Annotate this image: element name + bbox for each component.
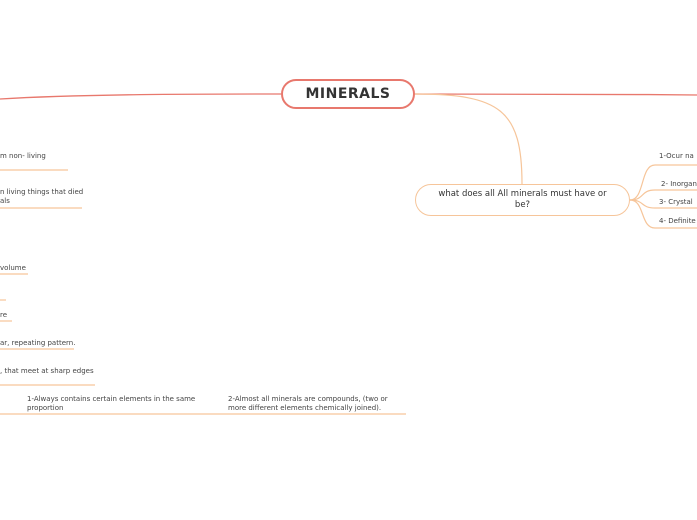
left-item-3[interactable]: volume: [0, 264, 26, 272]
left-item-5[interactable]: ar, repeating pattern.: [0, 339, 76, 347]
branch-item-1[interactable]: 1-Ocur na: [659, 152, 694, 160]
left-item-8[interactable]: 2-Almost all minerals are compounds, (two or more different elements chemically joined).: [228, 395, 388, 412]
left-item-6[interactable]: , that meet at sharp edges: [0, 367, 94, 375]
left-item-7[interactable]: 1-Always contains certain elements in the same proportion: [27, 395, 196, 412]
branch-item-2[interactable]: 2- Inorgan: [661, 180, 697, 188]
root-node[interactable]: [281, 79, 415, 109]
root-label: MINERALS: [305, 86, 391, 102]
left-item-1[interactable]: m non- living: [0, 152, 46, 160]
branch-item-4[interactable]: 4- Definite: [659, 217, 696, 225]
branch-item-3[interactable]: 3- Crystal: [659, 198, 693, 206]
left-item-4[interactable]: re: [0, 311, 8, 319]
left-item-2b: als: [0, 197, 10, 205]
topic-label: what does all All minerals must have or be?: [438, 189, 607, 210]
topic-node[interactable]: [415, 184, 630, 216]
left-item-2[interactable]: n living things that died: [0, 188, 84, 196]
